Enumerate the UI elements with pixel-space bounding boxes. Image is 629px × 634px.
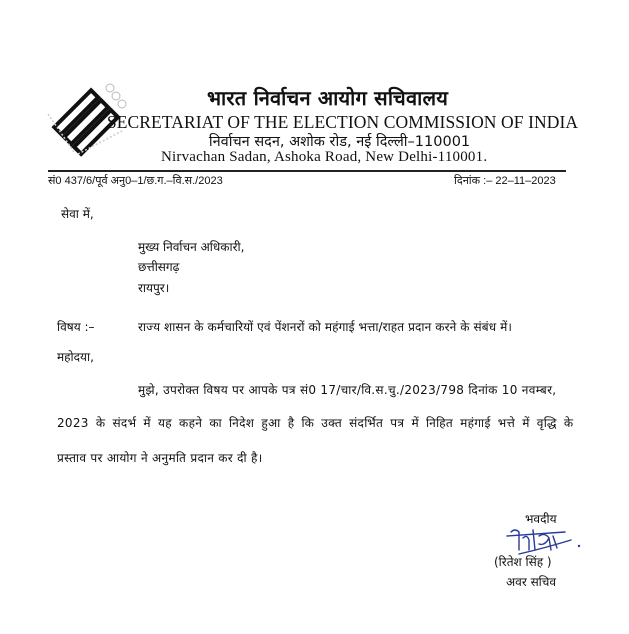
letterhead-divider bbox=[48, 170, 566, 172]
body-line: 2023 के संदर्भ में यह कहने का निदेश हुआ है कि उक्त संदर्भित पत्र में निहित महंगाई भत्ते में वृद्धि के bbox=[57, 416, 574, 430]
greeting: महोदया, bbox=[57, 350, 94, 364]
reference-number: सं0 437/6/पूर्व अनु0–1/छ.ग.–वि.स./2023 bbox=[48, 175, 223, 187]
recipient-address-line: रायपुर। bbox=[138, 281, 170, 295]
letterhead-address-english: Nirvachan Sadan, Ashoka Road, New Delhi-110001. bbox=[161, 149, 488, 165]
recipient-address-line: मुख्य निर्वाचन अधिकारी, bbox=[138, 240, 245, 254]
letterhead-address-hindi: निर्वाचन सदन, अशोक रोड, नई दिल्ली–110001 bbox=[208, 134, 471, 150]
subject-label: विषय :– bbox=[57, 320, 95, 334]
handwritten-signature-icon bbox=[505, 524, 585, 556]
recipient-address-line: छत्तीसगढ़ bbox=[138, 260, 180, 274]
subject-text: राज्य शासन के कर्मचारियों एवं पेंशनरों को महंगाई भत्ता/राहत प्रदान करने के संबंध में। bbox=[138, 320, 513, 334]
letterhead-title-hindi: भारत निर्वाचन आयोग सचिवालय bbox=[206, 86, 449, 110]
recipient-salutation: सेवा में, bbox=[61, 207, 94, 221]
signer-name: (रितेश सिंह ) bbox=[494, 555, 552, 569]
signer-designation: अवर सचिव bbox=[506, 575, 557, 589]
letterhead-title-english: SECRETARIAT OF THE ELECTION COMMISSION OF INDIA bbox=[106, 112, 579, 132]
valediction: भवदीय bbox=[525, 512, 557, 526]
body-line: प्रस्ताव पर आयोग ने अनुमति प्रदान कर दी है। bbox=[57, 451, 263, 465]
body-line: मुझे, उपरोक्त विषय पर आपके पत्र सं0 17/चार/वि.स.चु./2023/798 दिनांक 10 नवम्बर, bbox=[138, 383, 557, 397]
letter-date: दिनांक :– 22–11–2023 bbox=[454, 175, 556, 187]
